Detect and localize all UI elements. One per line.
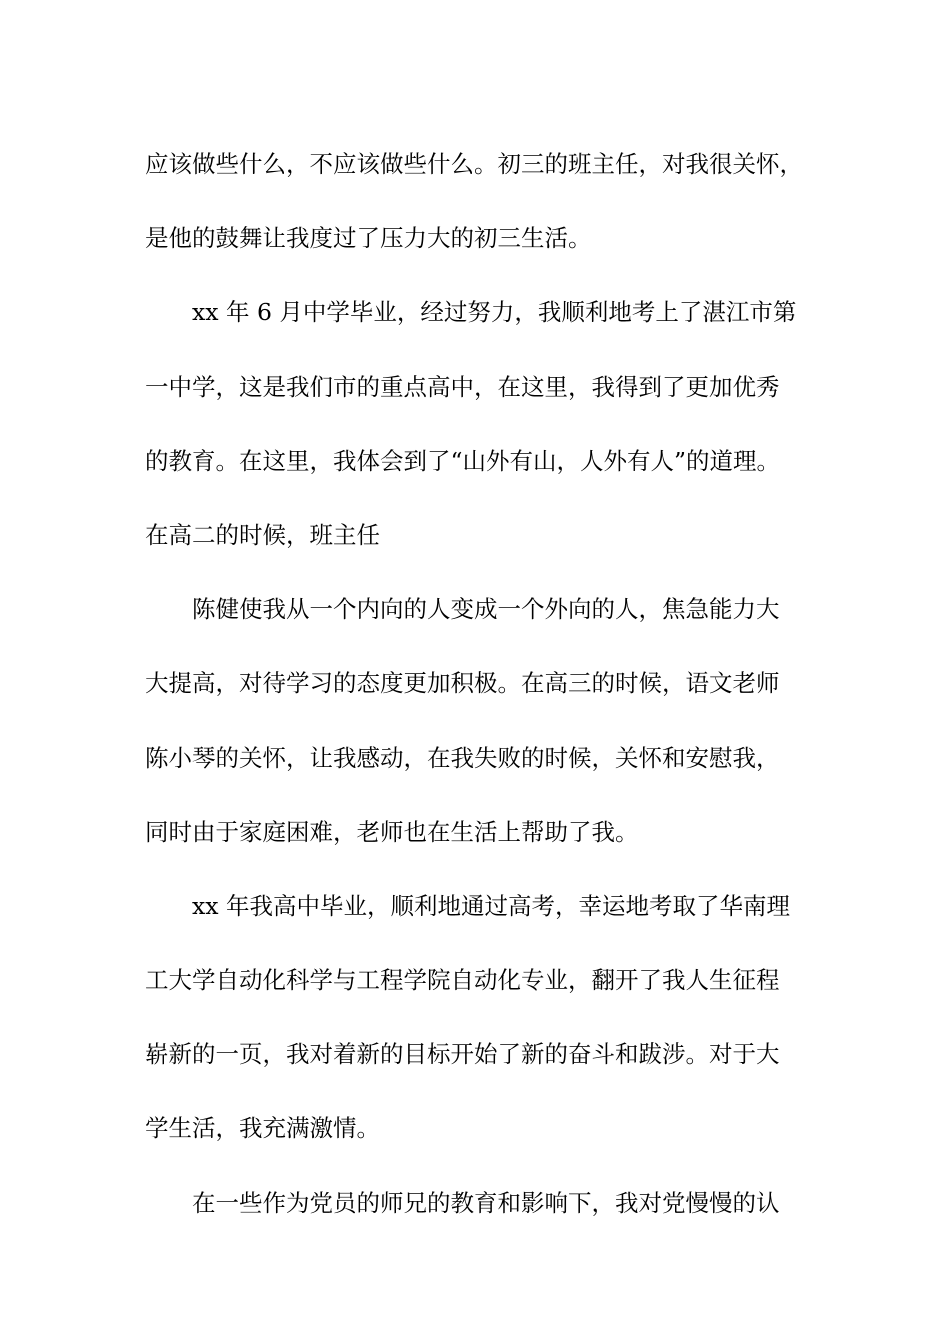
document-body	[145, 127, 835, 1240]
text-line: 学生活，我充满激情。	[145, 1114, 380, 1143]
text-line: xx 年 6 月中学毕业，经过努力，我顺利地考上了湛江市第	[192, 298, 797, 327]
text-line: 陈小琴的关怀，让我感动，在我失败的时候，关怀和安慰我，	[145, 743, 780, 772]
text-line: 是他的鼓舞让我度过了压力大的初三生活。	[145, 224, 592, 253]
text-line: 同时由于家庭困难，老师也在生活上帮助了我。	[145, 817, 639, 846]
text-line: xx 年我高中毕业，顺利地通过高考，幸运地考取了华南理	[192, 891, 790, 920]
text-line: 大提高，对待学习的态度更加积极。在高三的时候，语文老师	[145, 669, 780, 698]
text-line: 应该做些什么，不应该做些什么。初三的班主任，对我很关怀，	[145, 150, 803, 178]
text-line: 在一些作为党员的师兄的教育和影响下，我对党慢慢的认	[192, 1188, 780, 1217]
text-line: 一中学，这是我们市的重点高中，在这里，我得到了更加优秀	[145, 372, 780, 401]
text-line: 的教育。在这里，我体会到了“山外有山，人外有人”的道理。	[145, 446, 781, 475]
text-line: 工大学自动化科学与工程学院自动化专业，翻开了我人生征程	[145, 966, 780, 995]
text-line: 崭新的一页，我对着新的目标开始了新的奋斗和跋涉。对于大	[145, 1040, 780, 1069]
text-line: 在高二的时候，班主任	[145, 520, 380, 549]
text-line: 陈健使我从一个内向的人变成一个外向的人，焦急能力大	[192, 595, 780, 624]
